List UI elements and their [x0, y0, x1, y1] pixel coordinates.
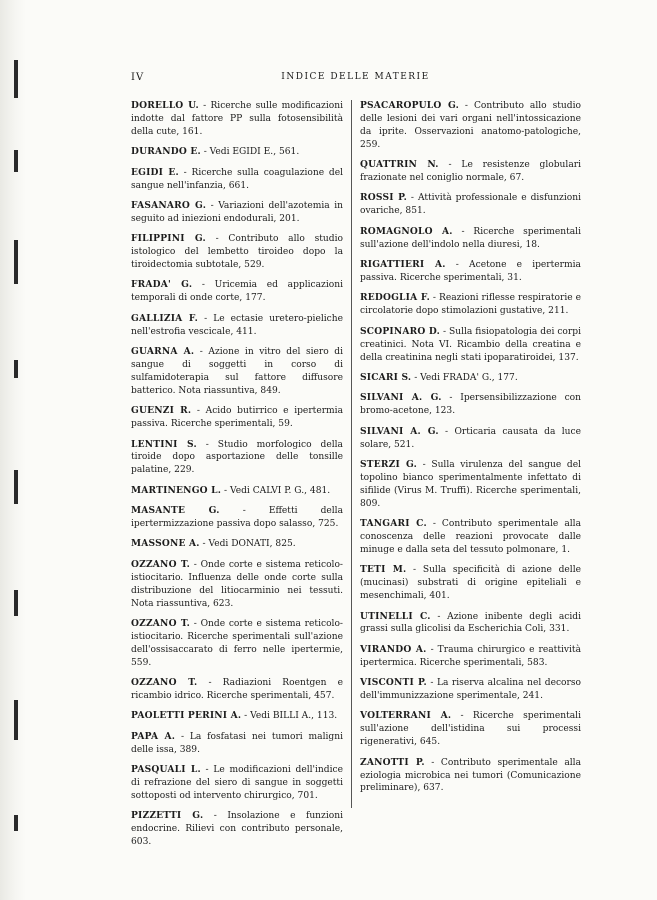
entry-text: - Acetone e ipertermia passiva. Ricerche sperimentali, 31.: [360, 260, 581, 283]
index-entry: [360, 259, 581, 285]
entry-text: - Variazioni dell'azotemia in seguito ad iniezioni endodurali, 201.: [131, 200, 343, 224]
entry-text: - Attività professionale e disfunzioni ovariche, 851.: [360, 193, 581, 217]
entry-author: MASSONE A.: [131, 538, 200, 550]
index-entry: [360, 292, 581, 318]
index-entry: [131, 313, 343, 339]
entry-text: - Azione inibente degli acidi grassi sulla glicolisi da Escherichia Coli, 331.: [360, 611, 581, 635]
binding-mark: [14, 470, 18, 504]
index-entry: [131, 346, 343, 398]
index-entry: [131, 505, 343, 531]
entry-text: - Orticaria causata da luce solare, 521.: [360, 426, 581, 450]
entry-author: FRADA' G.: [131, 279, 193, 291]
entry-text: - La riserva alcalina nel decorso dell'immunizzazione sperimentale, 241.: [360, 678, 582, 702]
index-column-right: [360, 100, 581, 803]
entry-text: - Uricemia ed applicazioni temporali di onde corte, 177.: [131, 280, 343, 304]
entry-author: FILIPPINI G.: [131, 233, 206, 245]
entry-text: - Le modificazioni dell'indice di refrazione del siero di sangue in soggetti sottoposti od intervento chirurgico, 701.: [131, 765, 343, 801]
entry-author: TANGARI C.: [360, 518, 427, 530]
entry-text: - Contributo sperimentale alla conoscenza delle reazioni provocate dalle minuge e dalla seta del tessuto polmonare, 1.: [360, 519, 581, 555]
index-entry: [131, 439, 343, 478]
entry-author: SCOPINARO D.: [360, 325, 441, 337]
index-entry: [131, 677, 343, 703]
index-entry: [131, 710, 343, 723]
entry-author: ROMAGNOLO A.: [360, 225, 453, 237]
index-entry: [360, 710, 581, 749]
index-entry: [131, 279, 343, 305]
index-entry: [131, 764, 343, 803]
entry-text: - Radiazioni Roentgen e ricambio idrico. Ricerche sperimentali, 457.: [131, 678, 343, 702]
binding-mark: [14, 700, 18, 740]
entry-text: - Contributo allo studio istologico del lembetto tiroideo dopo la tiroidectomia subtotale, 529.: [131, 234, 343, 271]
entry-author: OZZANO T.: [131, 618, 191, 629]
index-entry: [131, 485, 343, 498]
entry-text: - Onde corte e sistema reticolo-istiocitario. Ricerche sperimentali sull'azione dell'ossisaccarato di ferro nelle ipertermie, 559.: [131, 619, 344, 668]
index-column-left: [131, 100, 343, 857]
index-entry: [360, 426, 581, 452]
entry-author: FASANARO G.: [131, 199, 207, 211]
entry-text: - Le resistenze globulari frazionate nel coniglio normale, 67.: [360, 160, 581, 184]
entry-text: - Vedi BILLI A., 113.: [241, 711, 338, 722]
entry-text: - Vedi DONATI, 825.: [199, 539, 296, 550]
entry-text: - Ricerche sperimentali sull'azione dell'indolo nella diuresi, 18.: [360, 226, 581, 250]
entry-author: OZZANO T.: [131, 558, 191, 570]
index-entry: [360, 611, 581, 637]
index-entry: [360, 677, 581, 703]
entry-text: - Ipersensibilizzazione con bromo-acetone, 123.: [360, 393, 581, 417]
binding-mark: [14, 150, 18, 172]
entry-author: PSACAROPULO G.: [360, 100, 459, 111]
entry-author: LENTINI S.: [131, 438, 197, 450]
index-entry: [360, 372, 581, 385]
entry-author: EGIDI E.: [131, 166, 179, 178]
entry-author: SILVANI A. G.: [360, 425, 439, 437]
index-entry: [131, 810, 343, 849]
index-entry: [131, 559, 343, 611]
index-entry: [131, 100, 343, 139]
entry-text: - Ricerche sperimentali sull'azione dell'istidina sui processi rigenerativi, 645.: [360, 711, 581, 748]
index-entry: [131, 200, 343, 226]
entry-author: PASQUALI L.: [131, 764, 201, 776]
entry-text: - Effetti della ipertermizzazione passiva dopo salasso, 725.: [131, 506, 344, 530]
entry-text: - Studio morfologico della tiroide dopo asportazione delle tonsille palatine, 229.: [131, 439, 343, 476]
index-entry: [360, 100, 581, 152]
entry-author: QUATTRIN N.: [360, 159, 439, 171]
entry-author: UTINELLI C.: [360, 610, 431, 622]
entry-author: VOLTERRANI A.: [360, 710, 452, 722]
entry-text: - Sulla fisiopatologia dei corpi creatinici. Nota VI. Ricambio della creatina e della creatinina negli stati ipoparatiroidei, 137.: [360, 326, 581, 363]
entry-author: STERZI G.: [360, 458, 418, 470]
entry-text: - Sulla specificità di azione delle (mucinasi) substrati di origine epiteliali e mesenchimali, 401.: [360, 565, 581, 602]
index-entry: [131, 618, 343, 670]
entry-author: DURANDO E.: [131, 146, 201, 158]
index-entry: [360, 757, 581, 796]
column-divider: [351, 100, 352, 808]
entry-author: SICARI S.: [360, 371, 412, 383]
index-entry: [131, 538, 343, 551]
entry-author: PIZZETTI G.: [131, 810, 204, 822]
entry-text: - Reazioni riflesse respiratorie e circolatorie dopo stimolazioni gustative, 211.: [360, 293, 581, 317]
index-entry: [360, 226, 581, 252]
index-entry: [360, 326, 581, 365]
index-entry: [131, 167, 343, 193]
binding-mark: [14, 360, 18, 378]
entry-text: - Vedi EGIDI E., 561.: [200, 147, 300, 158]
entry-text: - Sulla virulenza del sangue del topolino bianco sperimentalmente infettato di sifilide (Virus M. Truffi). Ricerche sperimentali, 809.: [360, 459, 582, 509]
index-entry: [360, 459, 581, 511]
index-entry: [360, 644, 581, 670]
index-entry: [360, 159, 581, 185]
entry-text: - Azione in vitro del siero di sangue di soggetti in corso di sulfamidoterapia sul fattore diffusore batterico. Nota riassuntiva, 849.: [131, 347, 343, 396]
entry-text: - Contributo allo studio delle lesioni dei vari organi nell'intossicazione da iprite. Osservazioni anatomo-patologiche, 259.: [360, 101, 581, 150]
index-entry: [131, 233, 343, 272]
entry-author: GALLIZIA F.: [131, 312, 199, 324]
binding-mark: [14, 590, 18, 616]
index-entry: [131, 731, 343, 757]
index-entry: [360, 518, 581, 557]
entry-author: GUARNA A.: [131, 346, 195, 358]
running-head: [131, 72, 580, 86]
entry-author: TETI M.: [360, 564, 407, 576]
entry-author: PAOLETTI PERINI A.: [131, 710, 242, 722]
entry-text: - Ricerche sulle modificazioni indotte dal fattore PP sulla fotosensibilità della cute, 161.: [131, 101, 343, 137]
entry-author: PAPA A.: [131, 730, 176, 742]
entry-author: MASANTE G.: [131, 505, 220, 517]
entry-author: SILVANI A. G.: [360, 392, 442, 404]
binding-mark: [14, 240, 18, 284]
binding-mark: [14, 60, 18, 98]
page-title: INDICE DELLE MATERIE: [281, 72, 430, 82]
index-entry: [131, 405, 343, 431]
index-entry: [131, 146, 343, 159]
entry-author: ROSSI P.: [360, 192, 407, 204]
entry-author: MARTINENGO L.: [131, 484, 222, 496]
entry-author: GUENZI R.: [131, 405, 192, 417]
index-entry: [360, 192, 581, 218]
entry-text: - La fosfatasi nei tumori maligni delle issa, 389.: [131, 731, 343, 755]
entry-text: - Le ectasie uretero-pieliche nell'estrofia vescicale, 411.: [131, 313, 343, 337]
index-entry: [360, 392, 581, 418]
entry-author: VISCONTI P.: [360, 677, 427, 689]
entry-author: VIRANDO A.: [360, 643, 427, 655]
page-number: IV: [131, 72, 145, 83]
entry-text: - Onde corte e sistema reticolo-istiocitario. Influenza delle onde corte sulla distribuzione del litiocarminio nei tessuti. Nota riassuntiva, 623.: [131, 559, 344, 609]
entry-author: ZANOTTI P.: [360, 756, 425, 768]
binding-mark: [14, 815, 18, 831]
entry-text: - Acido butirrico e ipertermia passiva. Ricerche sperimentali, 59.: [131, 406, 343, 430]
entry-text: - Ricerche sulla coagulazione del sangue nell'infanzia, 661.: [131, 167, 343, 191]
entry-text: - Vedi CALVI P. G., 481.: [221, 485, 331, 496]
entry-text: - Trauma chirurgico e reattività ipertermica. Ricerche sperimentali, 583.: [360, 644, 582, 668]
binding-edge: [0, 0, 26, 900]
index-entry: [360, 564, 581, 603]
entry-author: REDOGLIA F.: [360, 292, 430, 304]
entry-author: RIGATTIERI A.: [360, 259, 446, 271]
entry-text: - Contributo sperimentale alla eziologia microbica nei tumori (Comunicazione preliminare), 637.: [360, 757, 581, 794]
entry-author: OZZANO T.: [131, 677, 198, 689]
entry-text: - Insolazione e funzioni endocrine. Rilievi con contributo personale, 603.: [131, 811, 343, 848]
entry-author: DORELLO U.: [131, 100, 199, 111]
entry-text: - Vedi FRADA' G., 177.: [411, 372, 518, 383]
